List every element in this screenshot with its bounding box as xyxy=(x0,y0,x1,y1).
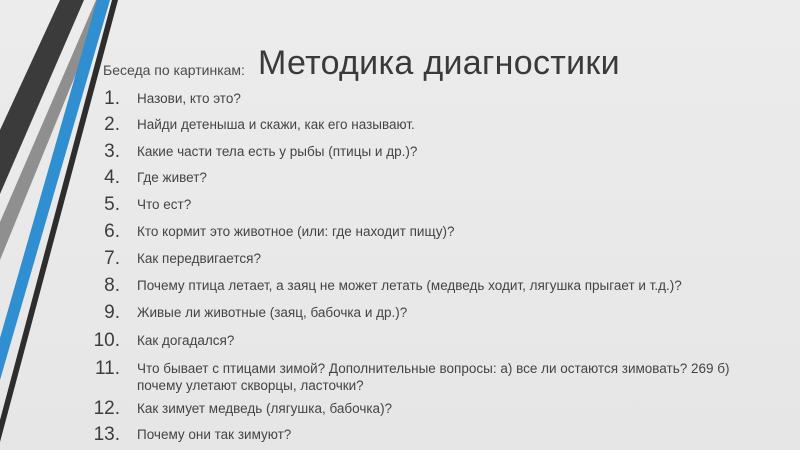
list-item-text: Кто кормит это животное (или: где находит пищу)? xyxy=(137,224,455,239)
list-item-text: Как зимует медведь (лягушка, бабочка)? xyxy=(137,401,393,416)
list-item-number: 1. xyxy=(104,88,120,109)
list-item-text: Что ест? xyxy=(137,197,192,212)
list-item-number: 5. xyxy=(104,194,120,215)
list-item-text: Живые ли животные (заяц, бабочка и др.)? xyxy=(137,305,408,320)
list-item-text: Назови, кто это? xyxy=(137,91,241,106)
list-item-number: 3. xyxy=(104,141,120,162)
list-item-number: 12. xyxy=(93,398,120,419)
list-item-text: Какие части тела есть у рыбы (птицы и др.)? xyxy=(137,144,418,159)
list-item-text: Найди детеныша и скажи, как его называют. xyxy=(137,117,415,132)
list-item-number: 13. xyxy=(93,424,120,445)
slide-title: Методика диагностики xyxy=(258,44,620,82)
list-item-number: 2. xyxy=(104,114,120,135)
list-item-text: Как передвигается? xyxy=(137,251,261,266)
list-item-number: 6. xyxy=(104,221,120,242)
list-item-text: Почему птица летает, а заяц не может летать (медведь ходит, лягушка прыгает и т.д.)? xyxy=(137,278,682,293)
list-item-text: Что бывает с птицами зимой? Дополнительные вопросы: а) все ли остаются зимовать? 269 б) почему улетают скворцы, ласточки? xyxy=(137,361,730,393)
list-item-number: 7. xyxy=(104,248,120,269)
list-item-number: 11. xyxy=(94,358,120,379)
list-item-text: Как догадался? xyxy=(137,333,235,348)
list-item-number: 4. xyxy=(104,167,120,188)
slide-subtitle: Беседа по картинкам: xyxy=(103,62,245,78)
list-item-text: Где живет? xyxy=(137,170,207,185)
list-item-text: Почему они так зимуют? xyxy=(137,427,292,442)
list-item-number: 8. xyxy=(104,275,120,296)
list-item-number: 10. xyxy=(93,330,120,351)
list-item-number: 9. xyxy=(104,302,120,323)
